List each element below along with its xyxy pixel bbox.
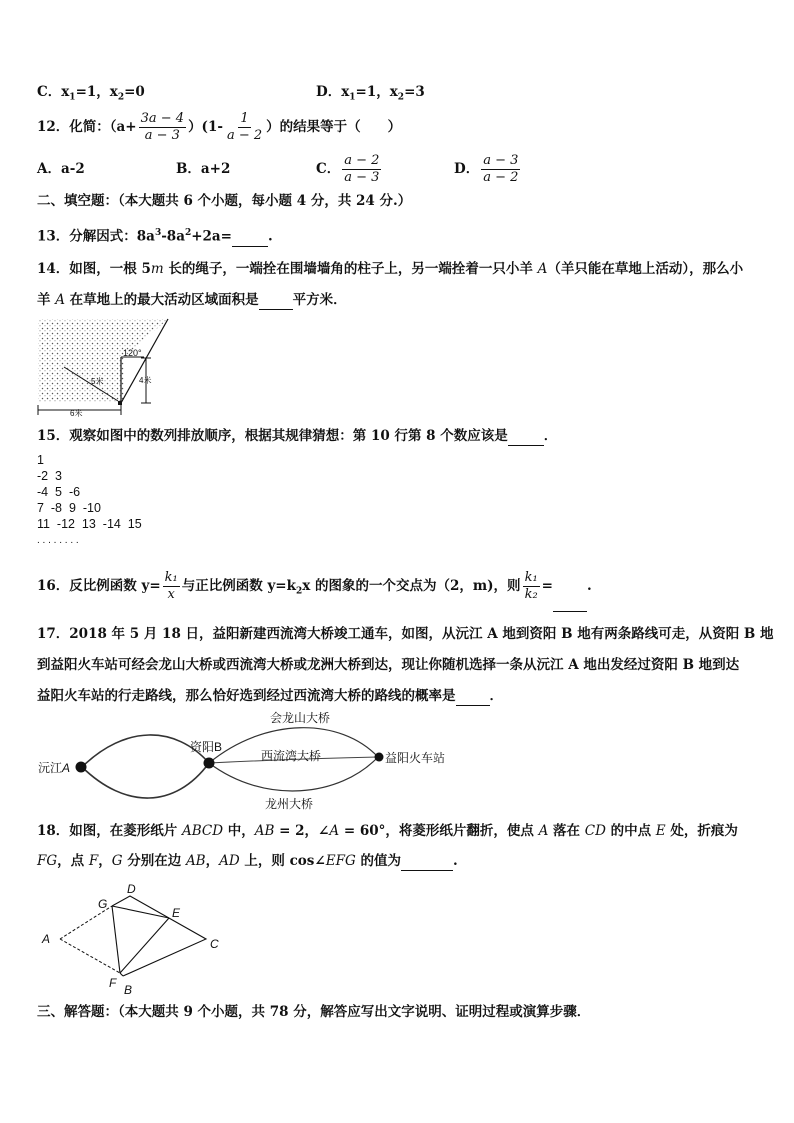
label-ziyang: 资阳B bbox=[190, 740, 223, 754]
q17-line1: 17．2018 年 5 月 18 日，益阳新建西流湾大桥竣工通车，如图，从沅江 A 地到资阳 B 地有两条路线可走，从资阳 B 地 bbox=[37, 626, 774, 642]
q17-route-diagram bbox=[30, 705, 470, 815]
q11-option-d: D．$x_1=1$，$x_2=3$ bbox=[316, 84, 425, 103]
q12-question: 12．化简：（a+ $\frac{3a - 4}{a - 3}$ ）(1- $\frac{1}{a - 2}$ ）的结果等于（ ） bbox=[37, 111, 402, 143]
label-bridge-top: 会龙山大桥 bbox=[270, 711, 331, 725]
q18-answer-blank bbox=[401, 856, 453, 871]
point-b bbox=[204, 758, 215, 769]
q13-answer-blank bbox=[232, 232, 268, 247]
label-station: 益阳火车站 bbox=[385, 751, 446, 765]
point-a bbox=[76, 762, 87, 773]
label-D: D bbox=[127, 882, 136, 896]
q18-rhombus-figure bbox=[36, 878, 236, 1000]
q13-question: 13．分解因式：$8a^3-8a^2+2a=$ . bbox=[37, 228, 273, 245]
q17-answer-blank bbox=[456, 691, 490, 706]
label-B: B bbox=[124, 983, 133, 997]
q15-row-4: 7 -8 9 -10 bbox=[37, 501, 101, 515]
section3-heading: 三、解答题：（本大题共 9 个小题，共 78 分，解答应写出文字说明、证明过程或演算步骤． bbox=[37, 1004, 591, 1020]
q14-figure bbox=[36, 317, 174, 419]
grass-region bbox=[38, 319, 168, 402]
label-G: G bbox=[98, 897, 108, 911]
q15-row-2: -2 3 bbox=[37, 469, 63, 483]
q15-row-ellipsis: . . . . . . . . bbox=[37, 535, 79, 546]
q14-answer-blank bbox=[259, 295, 293, 310]
q14-line2: 羊 A 在草地上的最大活动区域面积是 平方米． bbox=[37, 292, 347, 308]
segment-FE bbox=[120, 918, 169, 973]
q18-line2: FG，点 F，G 分别在边 AB，AD 上，则 cos∠EFG 的值为 . bbox=[37, 853, 458, 869]
q16-answer-blank bbox=[553, 597, 587, 612]
angle-label: 120° bbox=[123, 348, 142, 358]
label-bridge-bottom: 龙州大桥 bbox=[265, 797, 314, 811]
segment-GE bbox=[112, 906, 169, 918]
q12-option-c: C． $\frac{a - 2}{a - 3}$ bbox=[316, 153, 380, 185]
label-bridge-mid: 西流湾大桥 bbox=[261, 749, 322, 763]
point-station bbox=[375, 753, 384, 762]
q15-row-5: 11 -12 13 -14 15 bbox=[37, 517, 142, 531]
q12-option-b: B．a+2 bbox=[176, 161, 231, 177]
label-E: E bbox=[172, 906, 181, 920]
q15-question: 15．观察如图中的数列排放顺序，根据其规律猜想：第 10 行第 8 个数应该是 ． bbox=[37, 428, 558, 444]
base-label: 6米 bbox=[70, 409, 83, 418]
q16-question: 16．反比例函数 y= $\frac{\text{k₁}}{x}$ 与正比例函数 $y=k_2x$ 的图象的一个交点为（2，m)，则 $\frac{\text{k₁}}{\text{k₂}}$ = . bbox=[37, 566, 592, 612]
wall-label: 4米 bbox=[139, 376, 152, 385]
route-a-b-lower bbox=[82, 763, 209, 798]
q17-line3: 益阳火车站的行走路线，那么恰好选到经过西流湾大桥的路线的概率是 ． bbox=[37, 688, 503, 704]
label-A: A bbox=[42, 932, 51, 946]
fold-line-FG bbox=[112, 906, 120, 973]
q15-row-1: 1 bbox=[37, 453, 44, 467]
q15-answer-blank bbox=[508, 431, 544, 446]
rope-label: 5米 bbox=[91, 377, 104, 386]
q18-line1: 18．如图，在菱形纸片 ABCD 中，AB = 2，∠A = 60°，将菱形纸片翻折，使点 A 落在 CD 的中点 E 处，折痕为 bbox=[37, 823, 738, 839]
label-yuanjiang: 沅江A bbox=[38, 761, 71, 775]
section2-heading: 二、填空题：（本大题共 6 个小题，每小题 4 分，共 24 分.） bbox=[37, 193, 412, 209]
label-C: C bbox=[210, 937, 219, 951]
q17-line2: 到益阳火车站可经会龙山大桥或西流湾大桥或龙洲大桥到达，现让你随机选择一条从沅江 A 地出发经过资阳 B 地到达 bbox=[37, 657, 740, 673]
label-F: F bbox=[109, 976, 117, 990]
q12-option-a: A．a-2 bbox=[37, 161, 85, 177]
q12-option-d: D． $\frac{a - 3}{a - 2}$ bbox=[454, 153, 519, 185]
q15-row-3: -4 5 -6 bbox=[37, 485, 81, 499]
q14-line1: 14．如图，一根 5m 长的绳子，一端拴在围墙墙角的柱子上，另一端拴着一只小羊 A（羊只能在草地上活动），那么小 bbox=[37, 261, 744, 277]
segment-AF bbox=[60, 939, 120, 973]
q11-option-c: C．$x_1=1$，$x_2=0$ bbox=[37, 84, 145, 103]
rhombus-edges bbox=[112, 896, 206, 976]
